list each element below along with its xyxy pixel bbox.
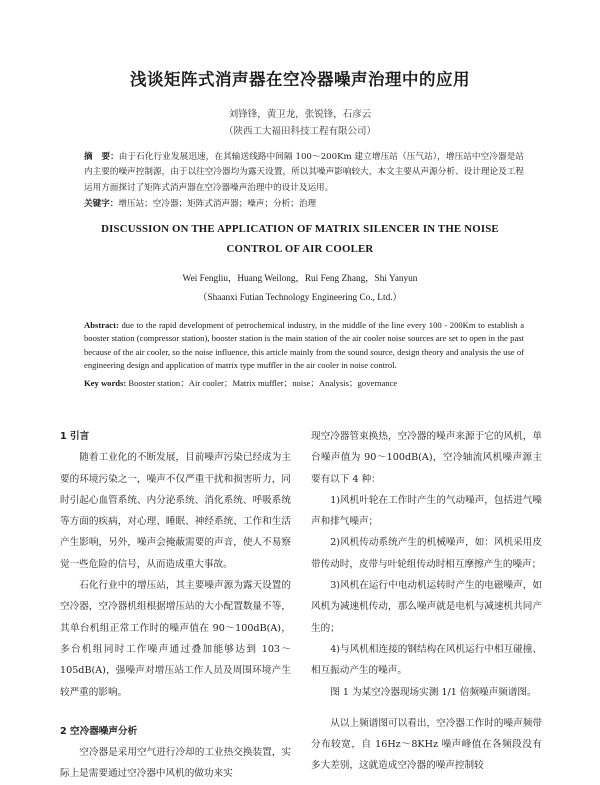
spacer (311, 703, 542, 713)
abstract-en-label: Abstract: (84, 320, 119, 330)
section-heading-noise-analysis: 2 空冷器噪声分析 (60, 725, 138, 737)
paragraph: 图 1 为某空冷器现场实测 1/1 倍频噪声频谱图。 (330, 686, 537, 698)
keywords-en-label: Key words: (84, 378, 127, 388)
paragraph: 随着工业化的不断发展，目前噪声污染已经成为主要的环境污染之一，噪声不仅严重干扰和损害听力，同时引起心血管系统、内分泌系统、消化系统、呼吸系统等方面的疾病，对心理、睡眠、神经系统、工作和生活产生影响，另外，噪声会掩蔽需要的声音，使人不易察觉一些危险的信号，从而造成重大事故。 (60, 452, 291, 570)
list-item: 3)风机在运行中电动机运转时产生的电磁噪声，如风机为减速机传动，那么噪声就是电机与减速机共同产生的； (311, 580, 542, 634)
affiliation-en: （Shaanxi Futian Technology Engineering Co., Ltd.） (198, 293, 402, 303)
authors-en: Wei Fengliu，Huang Weilong，Rui Feng Zhang，Shi Yanyun (182, 274, 418, 284)
list-item: 1)风机叶轮在工作时产生的气动噪声，包括进气噪声和排气噪声； (311, 494, 542, 528)
paragraph: 现空冷器管束换热，空冷器的噪声来源于它的风机，单台噪声值为 90～100dB(A)，空冷轴流风机噪声源主要有以下 4 种： (311, 431, 542, 485)
paragraph: 从以上频谱图可以看出，空冷器工作时的噪声频带分布较宽，自 16Hz～8KHz 噪声峰值在各频段没有多大差别，这就造成空冷器的噪声控制较 (311, 717, 542, 772)
paper-title-en: DISCUSSION ON THE APPLICATION OF MATRIX SILENCER IN THE NOISE CONTROL OF AIR COOLER (101, 223, 499, 255)
list-item: 2)风机传动系统产生的机械噪声，如：风机采用皮带传动时，皮带与叶轮组传动时相互摩擦产生的噪声； (311, 537, 542, 570)
abstract-en-text: due to the rapid development of petrochemical industry, in the middle of the line every 100 - 200Km to establish a booster station (compressor station), booster station is the main station of the air cooler noise sources are set to open in the past because of the air cooler, so the noise influence, this article mainly from the sound source, design theory and analysis the use of engineering design and application of matrix type muffler in the air cooler in noise control. (84, 320, 525, 370)
keywords-cn (84, 197, 524, 209)
abstract-cn (84, 150, 524, 196)
keywords-en (84, 377, 524, 389)
abstract-cn-text: 由于石化行业发展迅速，在其输送线路中间隔 100～200Km 建立增压站（压气站），增压站中空冷器是站内主要的噪声控制源，由于以往空冷器均为露天设置，所以其噪声影响较大，本文主要从声源分析、设计理论及工程运用方面探讨了矩阵式消声器在空冷器噪声治理中的设计及运用。 (84, 152, 524, 193)
keywords-cn-label: 关键字： (84, 199, 119, 209)
list-item: 4)与风机相连接的钢结构在风机运行中相互碰撞、相互振动产生的噪声。 (311, 643, 542, 677)
section-heading-intro: 1 引言 (60, 431, 90, 442)
keywords-cn-text: 增压站；空冷器；矩阵式消声器；噪声；分析；治理 (118, 199, 317, 209)
paragraph: 空冷器是采用空气进行冷却的工业热交换装置，实际上是需要通过空冷器中风机的做功来实 (60, 747, 291, 780)
paper-title-cn: 浅谈矩阵式消声器在空冷器噪声治理中的应用 (130, 70, 470, 89)
authors-cn: 刘锋锋，黄卫龙，张锐锋，石彦云 (228, 109, 372, 120)
body-column-right (311, 426, 542, 777)
affiliation-cn: （陕西工大福田科技工程有限公司） (223, 126, 376, 137)
paragraph: 石化行业中的增压站，其主要噪声源为露天设置的空冷器，空冷器机组根据增压站的大小配置数量不等，其单台机组正常工作时的噪声值在 90～100dB(A)，多台机组同时工作噪声通过叠加能够达到 103～105dB(A)，强噪声对增压站工作人员及周围环境产生较严重的影响。 (60, 580, 291, 698)
keywords-en-text: Booster station；Air cooler；Matrix muffler；noise；Analysis；governance (128, 378, 398, 388)
abstract-en (84, 319, 524, 372)
body-column-left (60, 426, 291, 785)
abstract-cn-label: 摘 要： (84, 152, 119, 162)
